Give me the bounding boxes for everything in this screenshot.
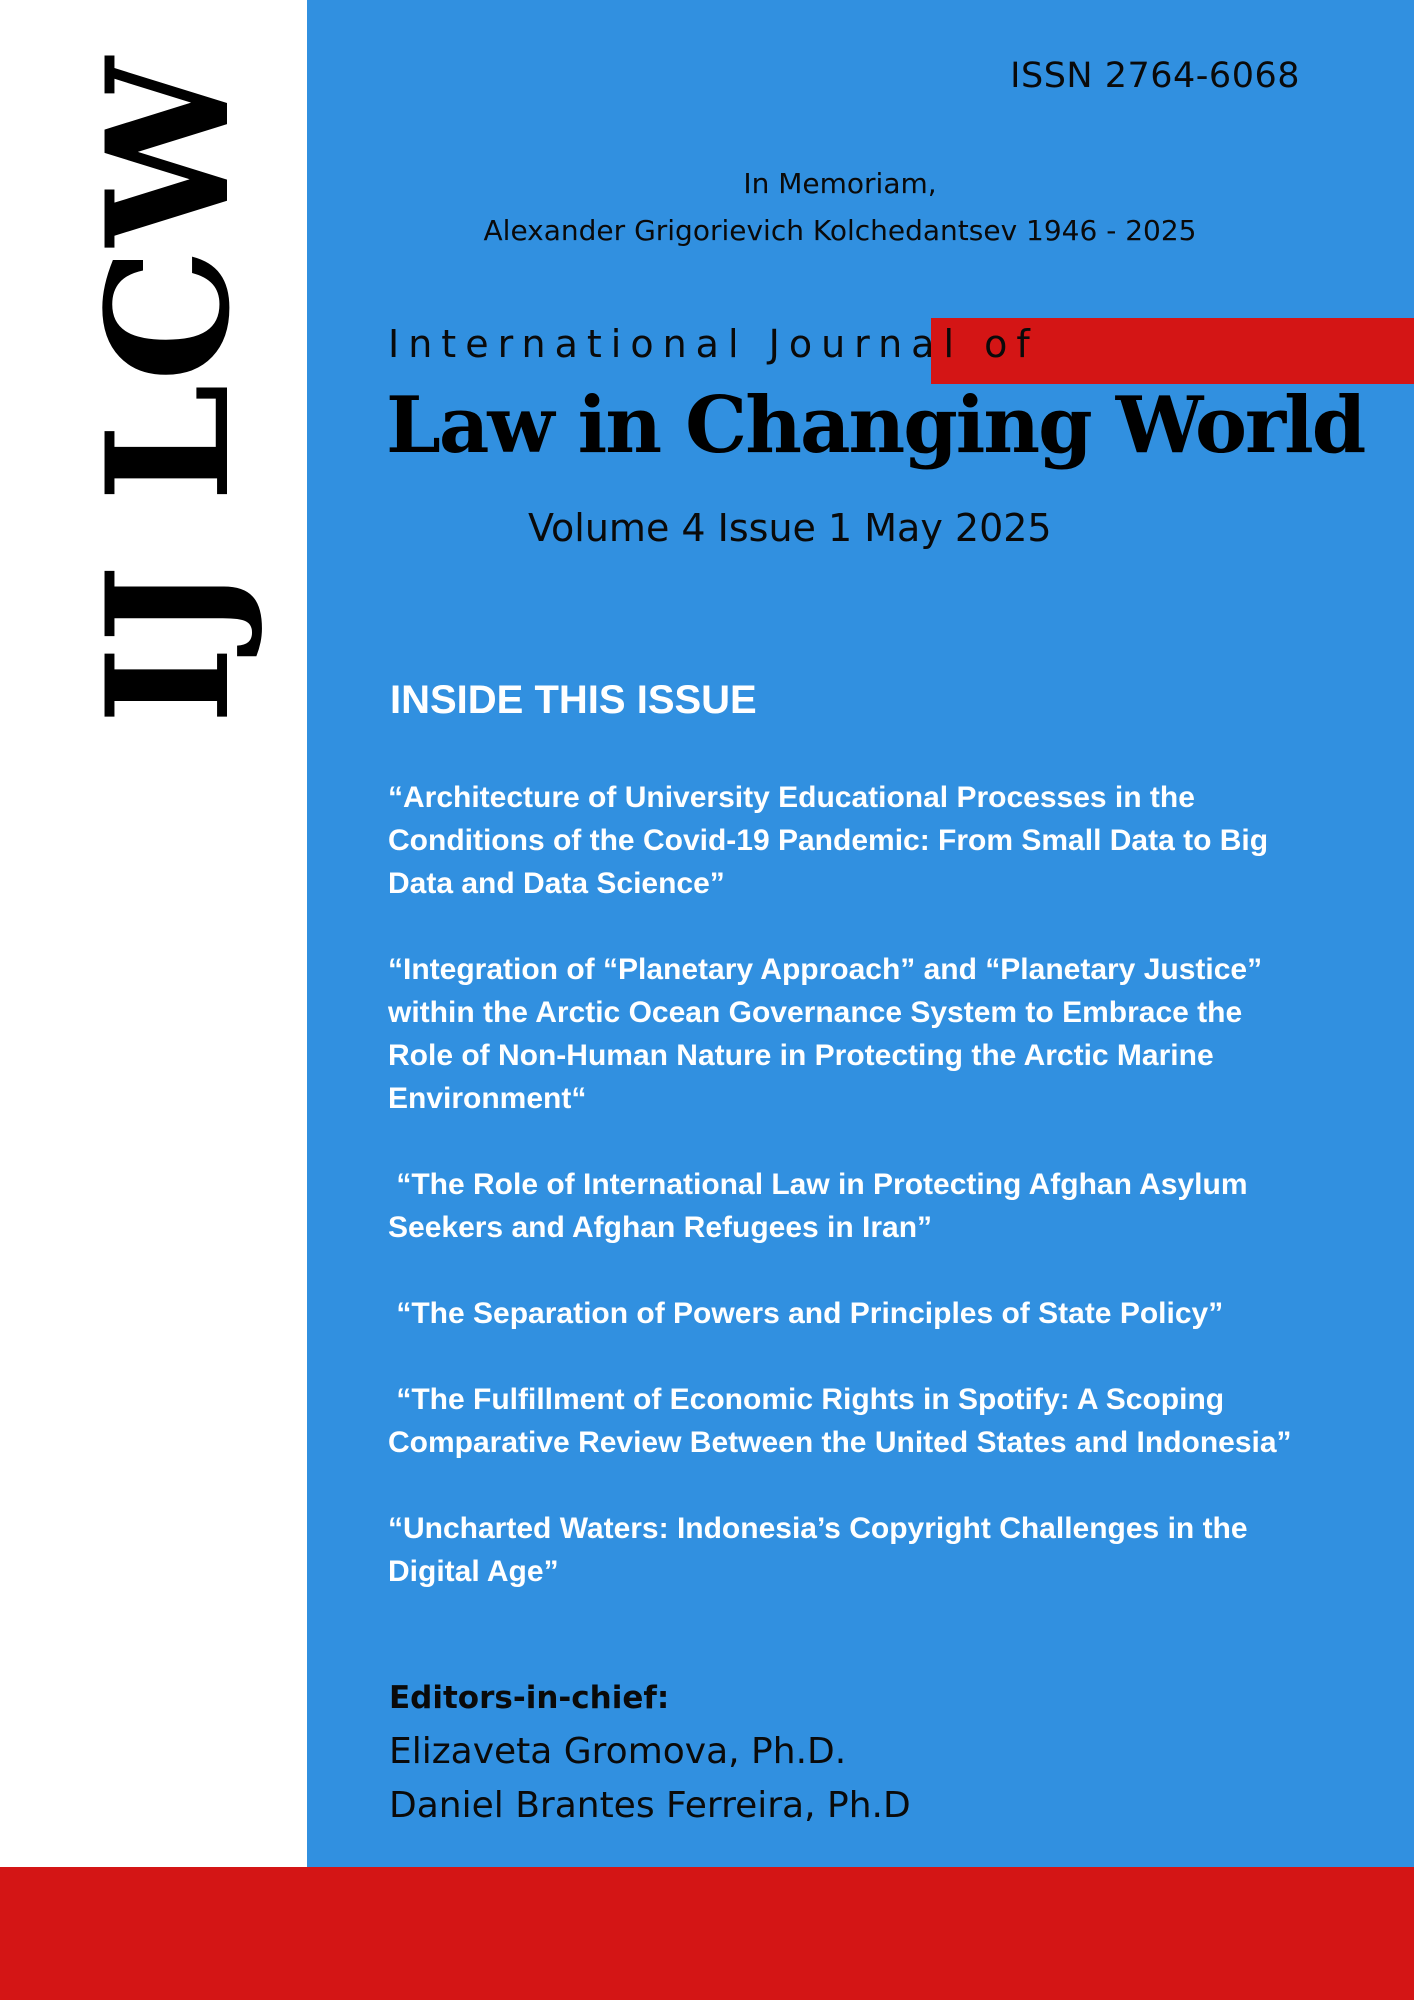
journal-logo-vertical: IJ LCW <box>69 55 267 725</box>
article-title: “The Fulfillment of Economic Rights in Spotify: A Scoping Comparative Review Between the United States and Indonesia” <box>388 1383 1292 1459</box>
editor-name: Elizaveta Gromova, Ph.D. <box>389 1731 847 1772</box>
article-title: “Uncharted Waters: Indonesia’s Copyright Challenges in the Digital Age” <box>388 1512 1256 1588</box>
article-title: “The Separation of Powers and Principles of State Policy” <box>388 1297 1224 1330</box>
editor-name: Daniel Brantes Ferreira, Ph.D <box>389 1785 911 1826</box>
article-list <box>388 776 1308 1636</box>
article-title: “The Role of International Law in Protecting Afghan Asylum Seekers and Afghan Refugees in Iran” <box>388 1168 1256 1244</box>
footer-red-band <box>0 1867 1414 2000</box>
issue-info: Volume 4 Issue 1 May 2025 <box>528 506 1052 550</box>
article-title: “Architecture of University Educational Processes in the Conditions of the Covid-19 Pandemic: From Small Data to Big Data and Data Science” <box>388 781 1277 900</box>
memoriam-name: Alexander Grigorievich Kolchedantsev 1946 - 2025 <box>483 214 1197 247</box>
journal-title: Law in Changing World <box>386 380 1365 471</box>
article-title: “Integration of “Planetary Approach” and “Planetary Justice” within the Arctic Ocean Governance System to Embrace the Role of Non-Human Nature in Protecting the Arctic Marine Environment“ <box>388 953 1271 1115</box>
contents-heading: INSIDE THIS ISSUE <box>390 678 757 722</box>
issn-number: ISSN 2764-6068 <box>1010 56 1300 96</box>
editors-label: Editors-in-chief: <box>389 1680 670 1716</box>
journal-kicker: International Journal of <box>388 322 1039 366</box>
memoriam-heading: In Memoriam, <box>743 167 937 200</box>
